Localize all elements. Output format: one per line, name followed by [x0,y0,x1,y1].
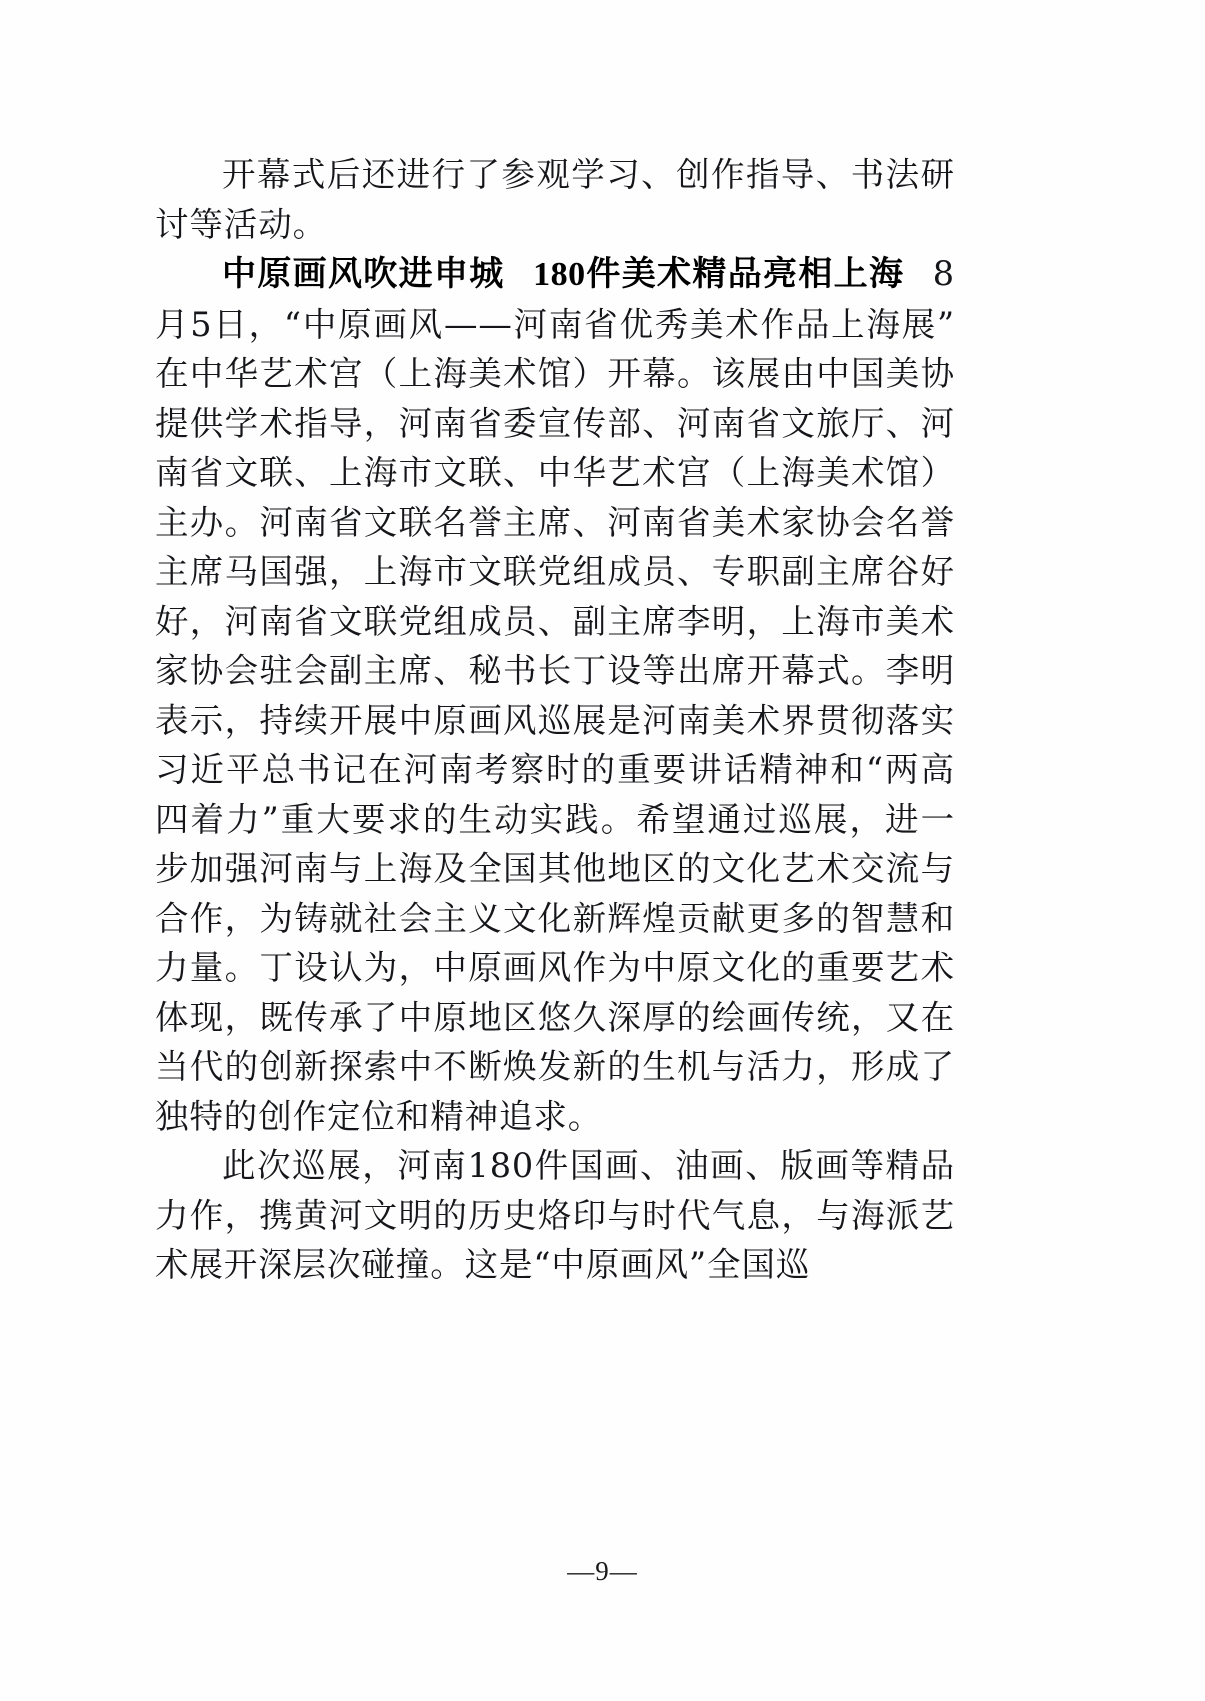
article-block [155,249,955,1141]
article-paragraph-2: 此次巡展，河南180件国画、油画、版画等精品力作，携黄河文明的历史烙印与时代气息，与海派艺术展开深层次碰撞。这是“中原画风”全国巡 [155,1146,955,1284]
page-number: —9— [567,1556,638,1586]
article-headline-part1: 中原画风吹进申城 [222,255,505,293]
article-headline-part2: 件美术精品亮相上海 [585,255,905,293]
page-content-column [155,150,955,1290]
paragraph-opening: 开幕式后还进行了参观学习、创作指导、书法研讨等活动。 [155,155,955,244]
article-body-text-1: 8月5日，“中原画风——河南省优秀美术作品上海展”在中华艺术宫（上海美术馆）开幕。该展由中国美协提供学术指导，河南省委宣传部、河南省文旅厅、河南省文联、上海市文联、中华艺术宫（上海美术馆）主办。河南省文联名誉主席、河南省美术家协会名誉主席马国强，上海市文联党组成员、专职副主席谷好好，河南省文联党组成员、副主席李明，上海市美术家协会驻会副主席、秘书长丁设等出席开幕式。李明表示，持续开展中原画风巡展是河南美术界贯彻落实习近平总书记在河南考察时的重要讲话精神和“两高四着力”重大要求的生动实践。希望通过巡展，进一步加强河南与上海及全国其他地区的文化艺术交流与合作，为铸就社会主义文化新辉煌贡献更多的智慧和力量。丁设认为，中原画风作为中原文化的重要艺术体现，既传承了中原地区悠久深厚的绘画传统，又在当代的创新探索中不断焕发新的生机与活力，形成了独特的创作定位和精神追求。 [155,254,956,1136]
article-headline-number: 180 [533,256,586,293]
